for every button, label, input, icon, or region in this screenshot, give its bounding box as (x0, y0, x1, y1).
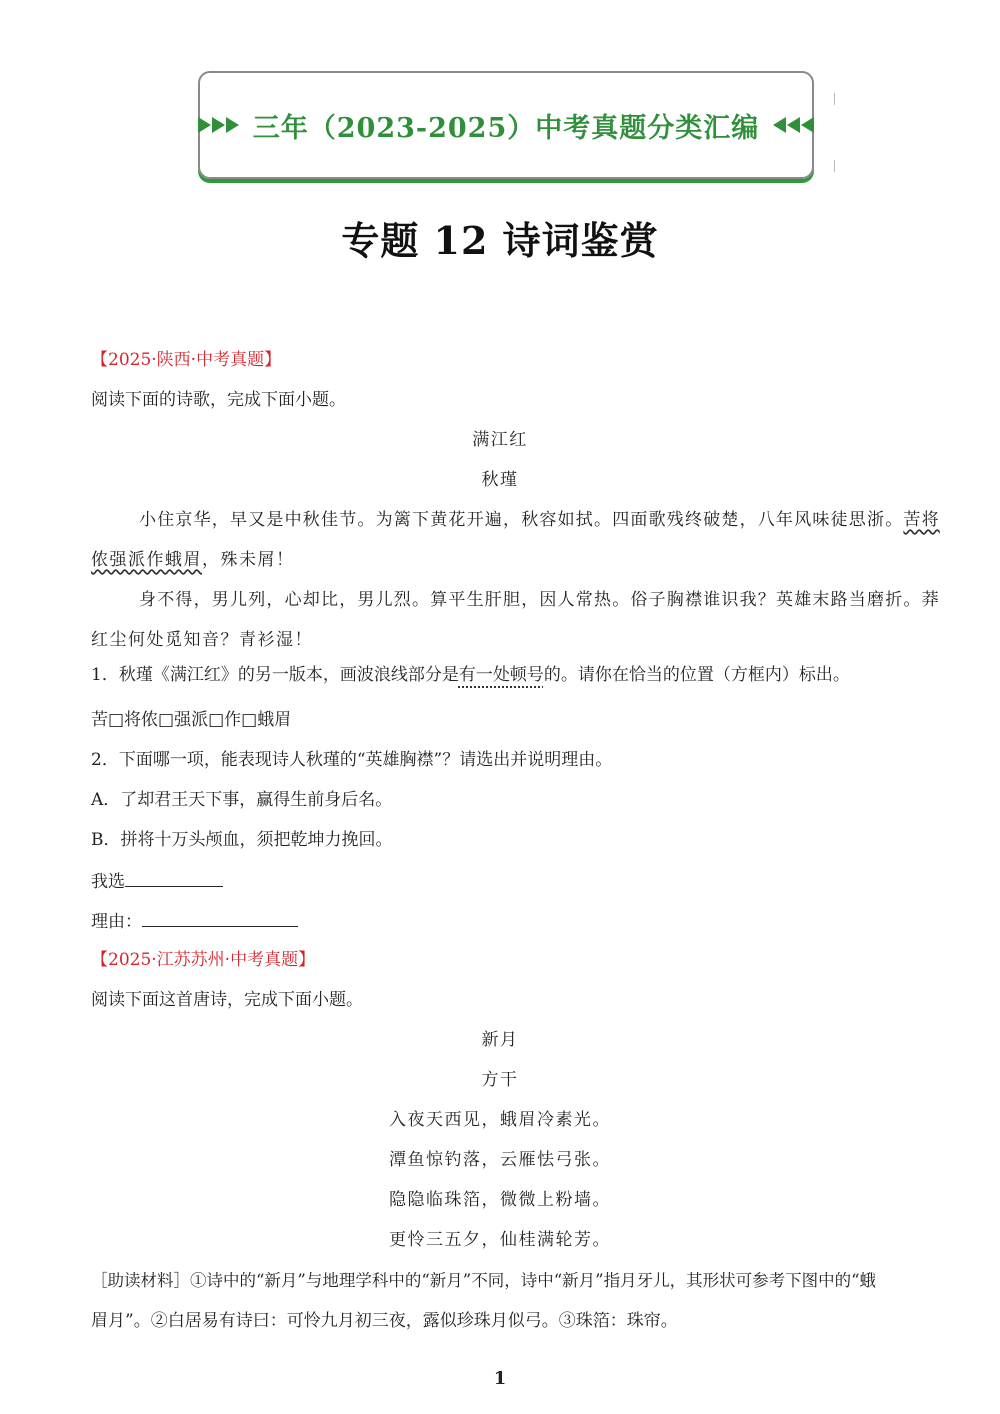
poem-line: 更怜三五夕，仙桂满轮芳。 (389, 1230, 611, 1250)
header-banner (198, 71, 814, 179)
instruction: 阅读下面这首唐诗，完成下面小题。 (91, 990, 363, 1010)
banner-tick-mark (834, 93, 835, 105)
wavy-underlined-text: 苦将 (903, 510, 940, 530)
poem-line: 入夜天西见，蛾眉冷素光。 (389, 1110, 611, 1130)
poem-title: 新月 (481, 1030, 519, 1050)
poem-line: 隐隐临珠箔，微微上粉墙。 (389, 1190, 611, 1210)
choice-label: 我选 (91, 872, 125, 892)
option-b: B．拼将十万头颅血，须把乾坤力挽回。 (91, 830, 393, 850)
reason-line (91, 908, 298, 934)
page-number: 1 (493, 1368, 507, 1389)
banner-content (198, 106, 815, 145)
page-title: 专题 12 诗词鉴赏 (341, 218, 659, 263)
banner-text: 三年（2023-2025）中考真题分类汇编 (252, 112, 760, 144)
reading-note: 眉月”。②白居易有诗曰：可怜九月初三夜，露似珍珠月似弓。③珠箔：珠帘。 (91, 1311, 678, 1331)
answer-boxes-line: 苦□将侬□强派□作□蛾眉 (91, 710, 292, 730)
choice-blank[interactable] (125, 868, 223, 887)
wavy-underlined-text: 侬强派作蛾眉 (91, 550, 202, 570)
poem-paragraph: 身不得，男儿列，心却比，男儿烈。算平生肝胆，因人常热。俗子胸襟谁识我？英雄末路当磨折。莽 (139, 590, 940, 610)
poem-paragraph (139, 508, 940, 532)
reading-note: ［助读材料］①诗中的“新月”与地理学科中的“新月”不同，诗中“新月”指月牙儿，其形状可参考下图中的“蛾 (91, 1271, 877, 1290)
choice-line (91, 868, 223, 894)
question-1 (91, 663, 850, 687)
question-2: 2．下面哪一项，能表现诗人秋瑾的“英雄胸襟”？请选出并说明理由。 (91, 750, 613, 770)
poem-paragraph (91, 548, 295, 572)
question-text: 的。请你在恰当的位置（方框内）标出。 (543, 665, 850, 685)
source-tag: 【2025·陕西·中考真题】 (91, 350, 282, 370)
poem-author: 秋瑾 (481, 470, 519, 490)
reason-label: 理由： (91, 912, 142, 932)
emphasis-dotted-text: 有一处顿号 (458, 665, 544, 685)
left-arrows-icon (773, 117, 814, 133)
poem-text: 小住京华，早又是中秋佳节。为篱下黄花开遍，秋容如拭。四面歌残终破楚，八年风味徒思浙。 (139, 510, 904, 530)
poem-text: ，殊未屑！ (202, 550, 295, 570)
poem-paragraph: 红尘何处觅知音？青衫湿！ (91, 630, 313, 650)
question-text: 1．秋瑾《满江红》的另一版本，画波浪线部分是 (91, 665, 459, 685)
right-arrows-icon (198, 117, 239, 133)
banner-tick-mark (834, 160, 835, 172)
reason-blank[interactable] (142, 908, 298, 927)
instruction: 阅读下面的诗歌，完成下面小题。 (91, 390, 346, 410)
poem-author: 方干 (481, 1070, 519, 1090)
poem-title: 满江红 (472, 430, 528, 450)
poem-line: 潭鱼惊钓落，云雁怯弓张。 (389, 1150, 611, 1170)
option-a: A．了却君王天下事，赢得生前身后名。 (91, 790, 393, 810)
source-tag: 【2025·江苏苏州·中考真题】 (91, 950, 316, 970)
